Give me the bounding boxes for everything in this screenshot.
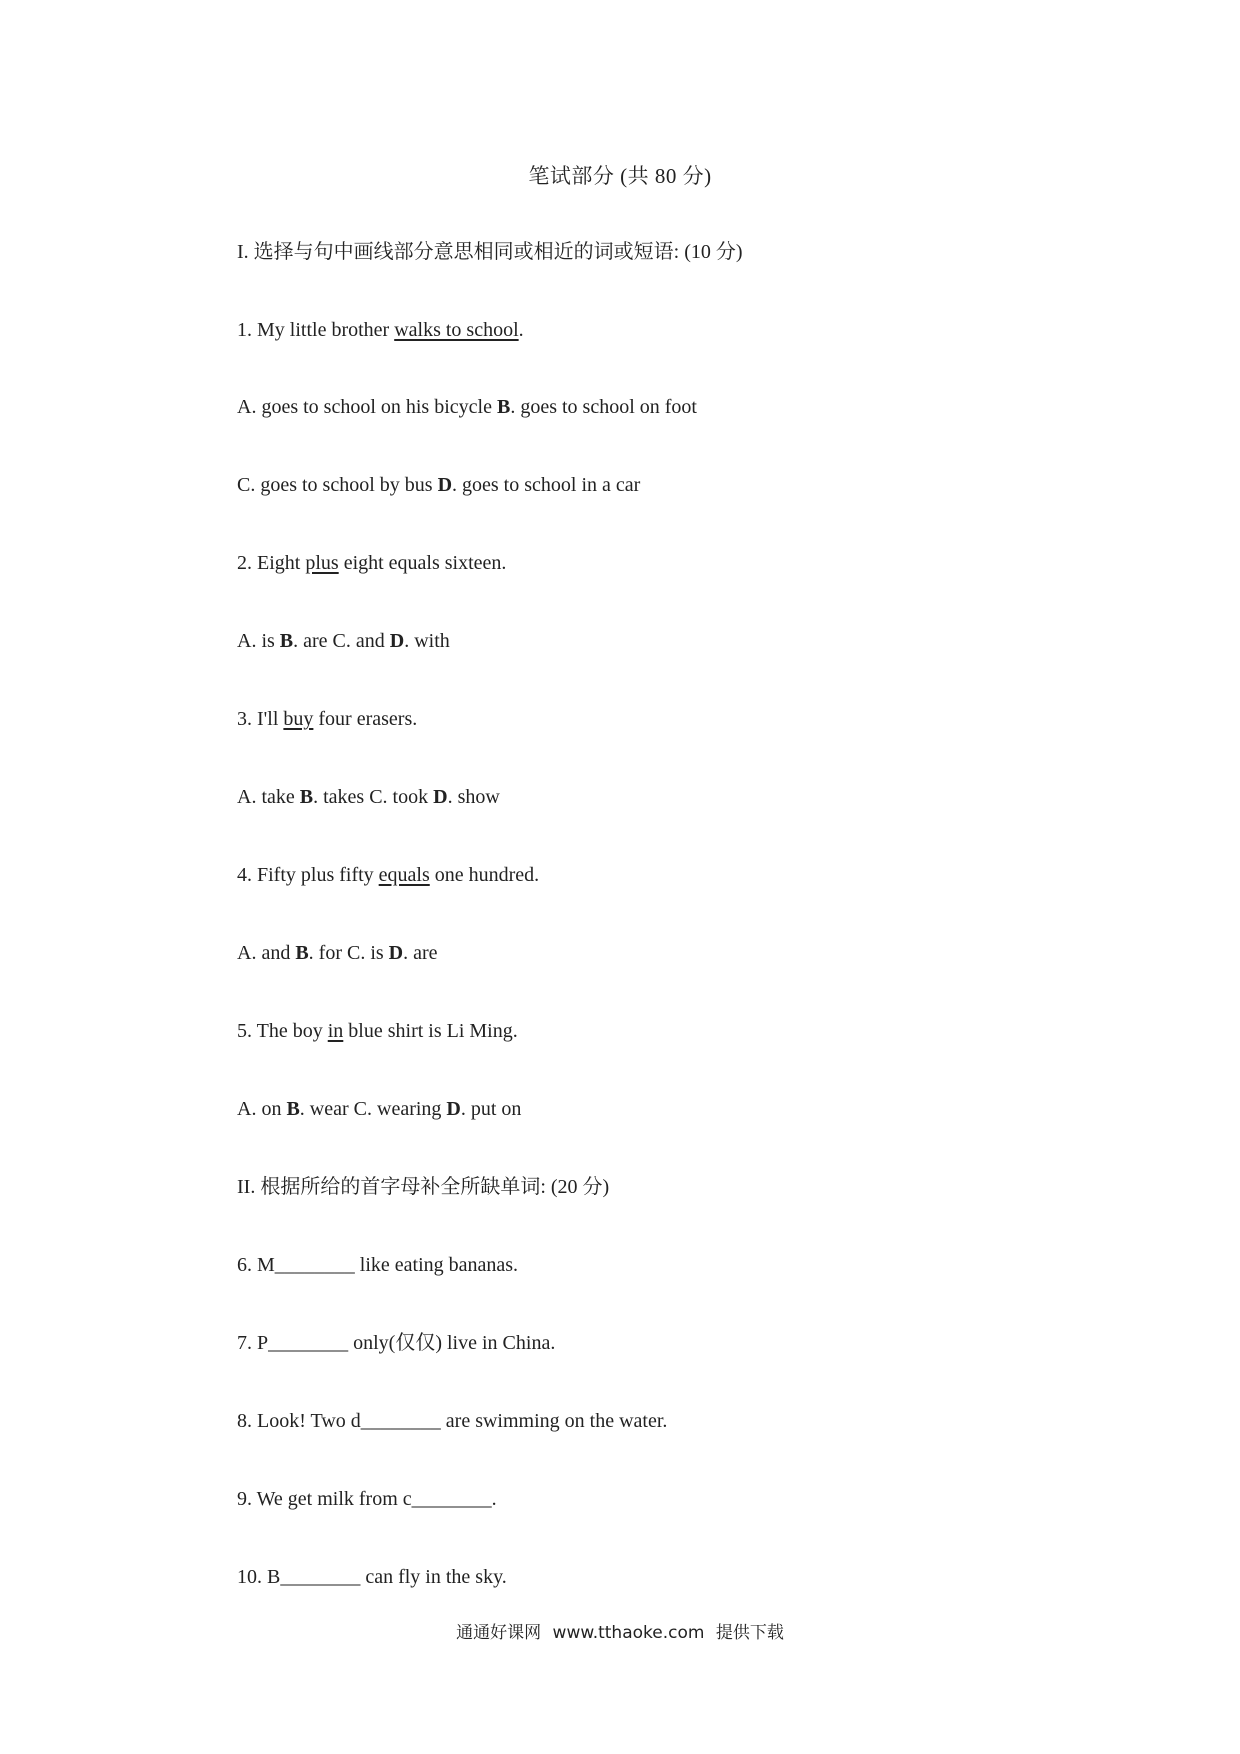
question-text: My little brother [257,319,390,341]
option-b-letter: B [496,396,511,418]
option-a: A. goes to school on his bicycle [237,396,492,418]
section1-heading: I. 选择与句中画线部分意思相同或相近的词或短语: (10 分) [237,241,743,263]
option-b-letter: B [299,786,314,808]
option-b-c: . are C. and [293,630,385,652]
option-d: . put on [460,1098,522,1120]
question-4 [237,861,539,889]
option-d-letter: D [446,1098,461,1120]
option-a: A. is [237,630,275,652]
question-number: 5. [237,1020,252,1042]
option-b-c: . for C. is [308,942,384,964]
page-title: 笔试部分 (共 80 分) [528,164,712,188]
underlined-phrase: buy [283,708,314,730]
question-number: 1. [237,319,252,341]
option-c: C. goes to school by bus [237,474,433,496]
question-4-options [237,939,438,967]
option-a: A. take [237,786,295,808]
underlined-phrase: in [327,1020,344,1042]
question-number: 3. [237,708,252,730]
question-3 [237,705,417,733]
question-text: Eight [257,552,301,574]
footer-url[interactable]: www.tthaoke.com [552,1623,705,1643]
fill-blank-item-9: 9. We get milk from c________. [237,1488,497,1510]
footer-site-name: 通通好课网 [456,1623,542,1643]
option-d-letter: D [437,474,453,496]
question-3-options [237,783,500,811]
underlined-phrase: equals [378,864,430,886]
option-b-c: . wear C. wearing [299,1098,442,1120]
option-d-letter: D [388,942,404,964]
option-d: . goes to school in a car [452,474,641,496]
question-text: Fifty plus fifty [257,864,374,886]
question-text: eight equals sixteen. [343,552,507,574]
question-text: blue shirt is Li Ming. [348,1020,518,1042]
option-b-letter: B [286,1098,300,1120]
footer-suffix: 提供下载 [715,1623,784,1643]
option-a: A. and [237,942,291,964]
question-text: one hundred. [434,864,540,886]
option-d: . with [404,630,450,652]
question-2-options [237,627,450,655]
question-number: 4. [237,864,252,886]
question-text: The boy [256,1020,323,1042]
question-5-options [237,1095,521,1123]
question-number: 2. [237,552,252,574]
question-text: I'll [257,708,279,730]
option-d-letter: D [389,630,405,652]
question-text: . [518,319,524,341]
question-1-options-row1 [237,393,697,421]
option-a: A. on [237,1098,282,1120]
option-b: . goes to school on foot [510,396,697,418]
option-b-letter: B [279,630,294,652]
option-b-c: . takes C. took [313,786,429,808]
fill-blank-item-6: 6. M________ like eating bananas. [237,1254,519,1276]
option-d-letter: D [433,786,448,808]
option-d: . show [447,786,500,808]
question-text: four erasers. [318,708,418,730]
underlined-phrase: plus [305,552,339,574]
fill-blank-item-7: 7. P________ only(仅仅) live in China. [237,1332,556,1354]
question-1 [237,316,524,344]
fill-blank-item-8: 8. Look! Two d________ are swimming on the water. [237,1410,668,1432]
question-2 [237,549,506,577]
section2-heading: II. 根据所给的首字母补全所缺单词: (20 分) [237,1176,610,1198]
fill-blank-item-10: 10. B________ can fly in the sky. [237,1566,507,1588]
question-1-options-row2 [237,471,640,499]
underlined-phrase: walks to school [394,319,519,341]
option-b-letter: B [295,942,309,964]
question-5 [237,1017,518,1045]
page-footer [0,1618,1240,1643]
option-d: . are [403,942,438,964]
